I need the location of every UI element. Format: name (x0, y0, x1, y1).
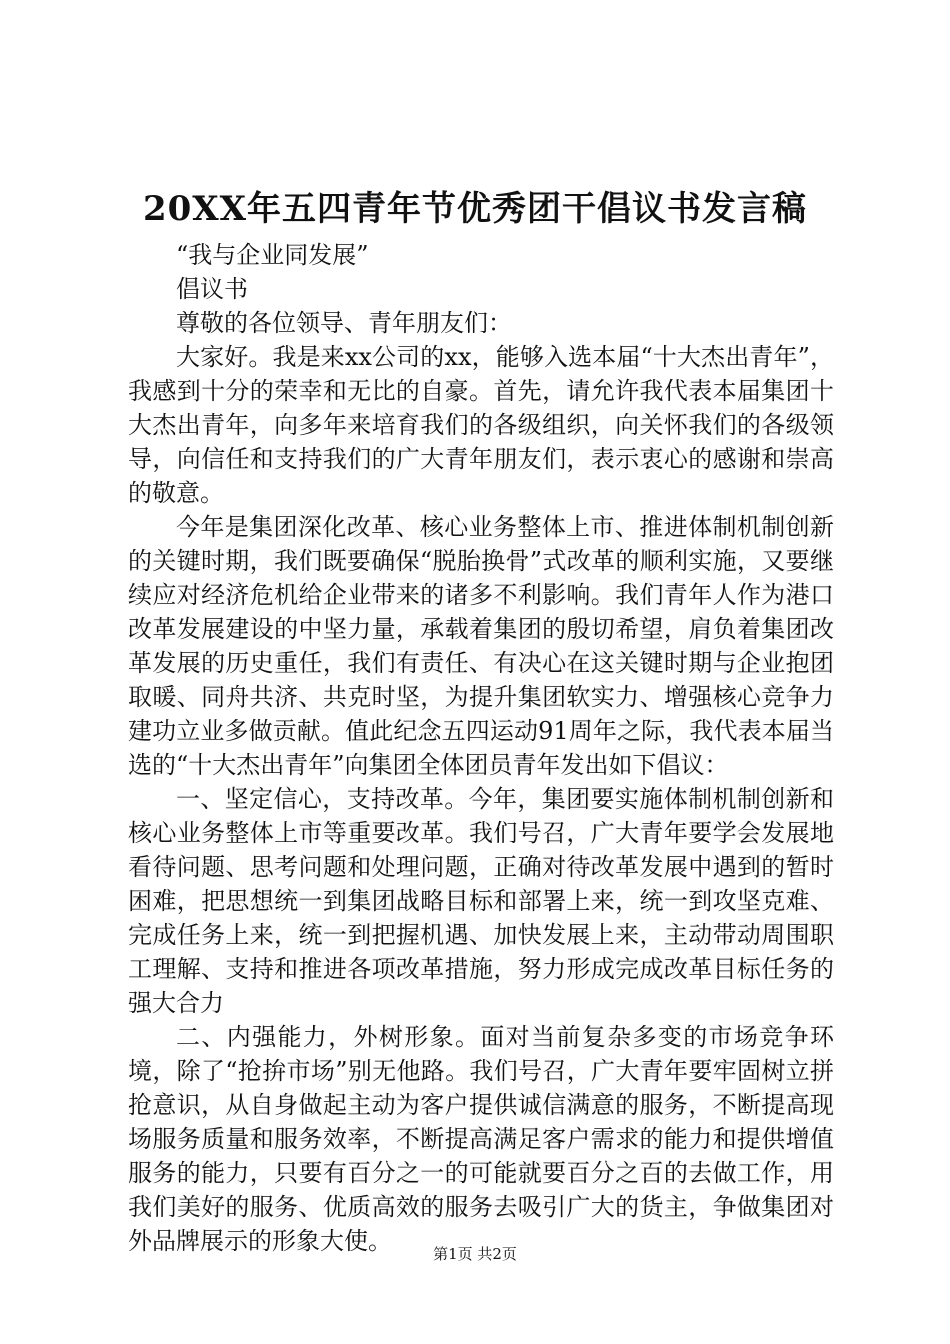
salutation: 尊敬的各位领导、青年朋友们： (176, 309, 512, 337)
slogan-line: “我与企业同发展” (176, 241, 369, 269)
paragraph-proposal-2: 二、内强能力，外树形象。面对当前复杂多变的市场竞争环境，除了“抢拚市场”别无他路。我们号召，广大青年要牢固树立拼抢意识，从自身做起主动为客户提供诚信满意的服务，不断提高现场服务质量和服务效率，不断提高满足客户需求的能力和提供增值服务的能力，只要有百分之一的可能就要百分之百的去做工作，用我们美好的服务、优质高效的服务去吸引广大的货主，争做集团对外品牌展示的形象大使。 (128, 1023, 834, 1255)
document-body (128, 238, 834, 1258)
paragraph-context: 今年是集团深化改革、核心业务整体上市、推进体制机制创新的关键时期，我们既要确保“脱胎换骨”式改革的顺利实施，又要继续应对经济危机给企业带来的诸多不利影响。我们青年人作为港口改革发展建设的中坚力量，承载着集团的殷切希望，肩负着集团改革发展的历史重任，我们有责任、有决心在这关键时期与企业抱团取暖、同舟共济、共克时坚，为提升集团软实力、增强核心竞争力建功立业多做贡献。值此纪念五四运动91周年之际，我代表本届当选的“十大杰出青年”向集团全体团员青年发出如下倡议： (128, 513, 834, 779)
paragraph-greeting: 大家好。我是来xx公司的xx，能够入选本届“十大杰出青年”，我感到十分的荣幸和无比的自豪。首先，请允许我代表本届集团十大杰出青年，向多年来培育我们的各级组织，向关怀我们的各级领导，向信任和支持我们的广大青年朋友们，表示衷心的感谢和崇高的敬意。 (128, 343, 834, 507)
subheading-proposal: 倡议书 (176, 275, 248, 303)
page-number: 第1页 共2页 (433, 1245, 517, 1263)
paragraph-proposal-1: 一、坚定信心，支持改革。今年，集团要实施体制机制创新和核心业务整体上市等重要改革。我们号召，广大青年要学会发展地看待问题、思考问题和处理问题，正确对待改革发展中遇到的暂时困难，把思想统一到集团战略目标和部署上来，统一到攻坚克难、完成任务上来，统一到把握机遇、加快发展上来，主动带动周围职工理解、支持和推进各项改革措施，努力形成完成改革目标任务的强大合力 (128, 785, 834, 1017)
document-title: 20XX年五四青年节优秀团干倡议书发言稿 (142, 189, 808, 229)
